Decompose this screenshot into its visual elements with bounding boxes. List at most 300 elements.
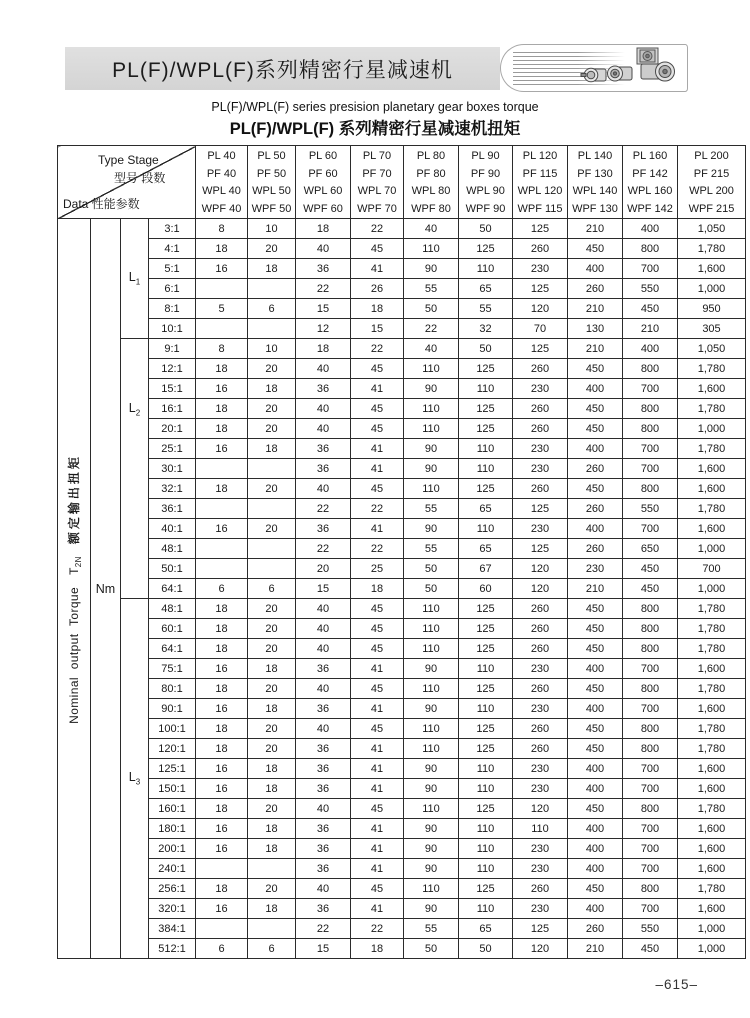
torque-value-cell: 450: [623, 579, 678, 599]
axis-label-symbol: $T_{2N}$: [66, 555, 84, 575]
model-name: PL 70: [362, 150, 392, 162]
torque-value-cell: 230: [513, 779, 568, 799]
table-row: [58, 939, 746, 959]
torque-value-cell: 110: [459, 659, 513, 679]
torque-value-cell: 120: [513, 799, 568, 819]
torque-value-cell: 110: [404, 479, 459, 499]
subtitle-english: PL(F)/WPL(F) series presision planetary gear boxes torque: [211, 100, 539, 114]
torque-value-cell: 1,780: [678, 679, 746, 699]
table-row: [58, 219, 746, 239]
torque-value-cell: 40: [296, 599, 351, 619]
torque-value-cell: 1,780: [678, 799, 746, 819]
model-name: PL 60: [308, 150, 338, 162]
torque-value-cell: 700: [623, 759, 678, 779]
torque-value-cell: 110: [513, 819, 568, 839]
torque-value-cell: 41: [351, 859, 404, 879]
torque-value-cell: 1,600: [678, 839, 746, 859]
torque-value-cell: 110: [404, 739, 459, 759]
torque-value-cell: [196, 919, 248, 939]
torque-value-cell: 20: [248, 519, 296, 539]
torque-value-cell: 90: [404, 459, 459, 479]
torque-value-cell: 22: [351, 539, 404, 559]
torque-value-cell: 800: [623, 599, 678, 619]
model-name: WPF 90: [465, 202, 506, 215]
torque-value-cell: 1,000: [678, 939, 746, 959]
torque-value-cell: 18: [248, 899, 296, 919]
table-row: [58, 319, 746, 339]
model-name: WPL 70: [357, 185, 397, 197]
torque-value-cell: 41: [351, 379, 404, 399]
torque-value-cell: 45: [351, 879, 404, 899]
torque-value-cell: 41: [351, 739, 404, 759]
torque-value-cell: 1,780: [678, 719, 746, 739]
title-bar-image-panel: [500, 44, 688, 92]
torque-value-cell: 20: [248, 479, 296, 499]
torque-value-cell: 55: [459, 299, 513, 319]
torque-value-cell: 18: [248, 699, 296, 719]
torque-value-cell: 15: [296, 299, 351, 319]
torque-value-cell: 6: [248, 299, 296, 319]
torque-value-cell: [196, 559, 248, 579]
torque-value-cell: 800: [623, 239, 678, 259]
model-name: PF 50: [256, 167, 287, 180]
torque-value-cell: 260: [568, 279, 623, 299]
torque-value-cell: 20: [248, 619, 296, 639]
torque-value-cell: 120: [513, 559, 568, 579]
torque-value-cell: 700: [623, 519, 678, 539]
torque-value-cell: 210: [568, 339, 623, 359]
torque-value-cell: 110: [404, 359, 459, 379]
torque-value-cell: 125: [459, 719, 513, 739]
torque-value-cell: 36: [296, 459, 351, 479]
torque-value-cell: 1,600: [678, 479, 746, 499]
torque-value-cell: 400: [568, 699, 623, 719]
torque-value-cell: 5: [196, 299, 248, 319]
model-name: WPF 215: [688, 202, 735, 215]
table-row: [58, 759, 746, 779]
table-row: [58, 519, 746, 539]
torque-value-cell: 110: [459, 379, 513, 399]
torque-value-cell: 700: [623, 859, 678, 879]
ratio-cell: 512:1: [149, 939, 196, 959]
ratio-cell: 16:1: [149, 399, 196, 419]
ratio-cell: 75:1: [149, 659, 196, 679]
table-row: [58, 439, 746, 459]
torque-value-cell: 110: [459, 819, 513, 839]
ratio-cell: 8:1: [149, 299, 196, 319]
table-row: [58, 879, 746, 899]
torque-value-cell: 16: [196, 699, 248, 719]
table-row: [58, 679, 746, 699]
torque-value-cell: 110: [404, 619, 459, 639]
title-bar: [65, 44, 688, 92]
torque-value-cell: 41: [351, 819, 404, 839]
torque-value-cell: 36: [296, 779, 351, 799]
torque-value-cell: 45: [351, 359, 404, 379]
torque-value-cell: 40: [296, 679, 351, 699]
torque-value-cell: 15: [351, 319, 404, 339]
torque-value-cell: 400: [623, 339, 678, 359]
torque-value-cell: 800: [623, 359, 678, 379]
torque-value-cell: 45: [351, 399, 404, 419]
torque-value-cell: [248, 539, 296, 559]
ratio-cell: 9:1: [149, 339, 196, 359]
torque-value-cell: 125: [459, 879, 513, 899]
torque-value-cell: 18: [296, 219, 351, 239]
torque-value-cell: 1,780: [678, 879, 746, 899]
torque-value-cell: 18: [196, 719, 248, 739]
torque-value-cell: 1,000: [678, 419, 746, 439]
torque-value-cell: 90: [404, 519, 459, 539]
torque-value-cell: 50: [404, 559, 459, 579]
torque-value-cell: 25: [351, 559, 404, 579]
torque-value-cell: 550: [623, 919, 678, 939]
torque-value-cell: 110: [459, 459, 513, 479]
torque-value-cell: 1,780: [678, 639, 746, 659]
torque-value-cell: 6: [248, 579, 296, 599]
ratio-cell: 12:1: [149, 359, 196, 379]
ratio-cell: 64:1: [149, 579, 196, 599]
torque-value-cell: 450: [568, 719, 623, 739]
model-name: PL 120: [522, 150, 558, 162]
torque-value-cell: 36: [296, 759, 351, 779]
table-row: [58, 699, 746, 719]
ratio-cell: 6:1: [149, 279, 196, 299]
torque-value-cell: 65: [459, 539, 513, 559]
model-name: PF 40: [206, 167, 237, 180]
torque-value-cell: 450: [568, 679, 623, 699]
torque-value-cell: 22: [351, 919, 404, 939]
torque-value-cell: 800: [623, 739, 678, 759]
axis-label-rotated: [65, 454, 83, 724]
torque-value-cell: 110: [459, 759, 513, 779]
torque-value-cell: 18: [248, 659, 296, 679]
torque-value-cell: 18: [196, 599, 248, 619]
torque-value-cell: 15: [296, 579, 351, 599]
torque-value-cell: 22: [351, 499, 404, 519]
torque-value-cell: 700: [623, 659, 678, 679]
torque-value-cell: 260: [513, 739, 568, 759]
torque-value-cell: 41: [351, 759, 404, 779]
table-row: [58, 359, 746, 379]
table-row: [58, 719, 746, 739]
torque-value-cell: 1,000: [678, 539, 746, 559]
torque-value-cell: 400: [568, 839, 623, 859]
torque-value-cell: 230: [513, 859, 568, 879]
table-row: [58, 839, 746, 859]
torque-value-cell: 18: [196, 879, 248, 899]
torque-value-cell: 450: [568, 799, 623, 819]
torque-value-cell: 125: [459, 679, 513, 699]
torque-value-cell: 700: [623, 699, 678, 719]
model-column-header: [568, 146, 623, 219]
type-stage-data-corner-cell: [58, 146, 196, 219]
table-row: [58, 899, 746, 919]
model-name: PF 215: [693, 167, 730, 180]
subtitle-chinese: PL(F)/WPL(F) 系列精密行星减速机扭矩: [229, 120, 521, 138]
torque-value-cell: 36: [296, 519, 351, 539]
torque-value-cell: 18: [196, 619, 248, 639]
torque-value-cell: 400: [568, 659, 623, 679]
torque-value-cell: 20: [296, 559, 351, 579]
table-row: [58, 379, 746, 399]
torque-value-cell: 700: [623, 379, 678, 399]
torque-value-cell: 45: [351, 239, 404, 259]
torque-value-cell: 18: [248, 779, 296, 799]
torque-value-cell: 18: [296, 339, 351, 359]
model-name: PF 142: [632, 167, 668, 180]
torque-value-cell: 18: [196, 639, 248, 659]
torque-value-cell: 45: [351, 599, 404, 619]
torque-value-cell: 260: [568, 459, 623, 479]
torque-value-cell: 800: [623, 719, 678, 739]
table-row: [58, 659, 746, 679]
ratio-cell: 90:1: [149, 699, 196, 719]
model-name: WPF 50: [251, 202, 292, 215]
torque-value-cell: 1,780: [678, 439, 746, 459]
model-name: WPF 70: [357, 202, 397, 215]
torque-value-cell: 450: [568, 739, 623, 759]
torque-value-cell: 110: [404, 599, 459, 619]
model-name: WPL 160: [627, 185, 673, 197]
torque-value-cell: 18: [196, 399, 248, 419]
torque-value-cell: 110: [459, 859, 513, 879]
torque-value-cell: 210: [568, 219, 623, 239]
torque-value-cell: 32: [459, 319, 513, 339]
torque-value-cell: 260: [513, 419, 568, 439]
page-title: PL(F)/WPL(F)系列精密行星减速机: [112, 58, 453, 82]
torque-value-cell: 45: [351, 479, 404, 499]
torque-value-cell: 41: [351, 699, 404, 719]
torque-value-cell: [196, 499, 248, 519]
table-row: [58, 479, 746, 499]
torque-value-cell: 40: [296, 719, 351, 739]
torque-value-cell: 110: [404, 719, 459, 739]
torque-value-cell: 40: [296, 479, 351, 499]
torque-value-cell: 125: [459, 799, 513, 819]
torque-value-cell: 230: [513, 439, 568, 459]
torque-value-cell: 18: [351, 939, 404, 959]
model-column-header: [404, 146, 459, 219]
table-row: [58, 259, 746, 279]
ratio-cell: 10:1: [149, 319, 196, 339]
torque-value-cell: 18: [196, 739, 248, 759]
torque-value-cell: 16: [196, 819, 248, 839]
ratio-cell: 120:1: [149, 739, 196, 759]
torque-value-cell: [248, 859, 296, 879]
torque-value-cell: 450: [568, 399, 623, 419]
model-column-header: [678, 146, 746, 219]
ratio-cell: 25:1: [149, 439, 196, 459]
torque-value-cell: 55: [404, 279, 459, 299]
model-name: WPL 50: [252, 185, 291, 197]
torque-value-cell: 12: [296, 319, 351, 339]
ratio-cell: 125:1: [149, 759, 196, 779]
torque-value-cell: 400: [568, 779, 623, 799]
torque-value-cell: 1,780: [678, 499, 746, 519]
torque-value-cell: 40: [296, 639, 351, 659]
torque-value-cell: 50: [459, 219, 513, 239]
table-row: [58, 799, 746, 819]
model-column-header: [513, 146, 568, 219]
torque-value-cell: 700: [623, 819, 678, 839]
torque-value-cell: 70: [513, 319, 568, 339]
torque-value-cell: 260: [513, 879, 568, 899]
ratio-cell: 160:1: [149, 799, 196, 819]
torque-value-cell: 16: [196, 659, 248, 679]
torque-value-cell: 400: [568, 859, 623, 879]
model-column-header: [196, 146, 248, 219]
torque-value-cell: 90: [404, 439, 459, 459]
torque-value-cell: 110: [459, 699, 513, 719]
torque-value-cell: 18: [196, 799, 248, 819]
torque-value-cell: 400: [568, 259, 623, 279]
torque-value-cell: 1,050: [678, 219, 746, 239]
table-row: [58, 339, 746, 359]
torque-value-cell: 400: [568, 379, 623, 399]
torque-value-cell: 40: [296, 419, 351, 439]
table-row: [58, 779, 746, 799]
axis-label-zh: 额定输出扭矩: [66, 453, 81, 544]
torque-value-cell: [248, 499, 296, 519]
torque-value-cell: 125: [513, 919, 568, 939]
torque-value-cell: 20: [248, 359, 296, 379]
torque-value-cell: 18: [351, 579, 404, 599]
torque-value-cell: 1,600: [678, 379, 746, 399]
table-row: [58, 919, 746, 939]
ratio-cell: 48:1: [149, 599, 196, 619]
torque-value-cell: 700: [623, 839, 678, 859]
model-name: PF 80: [416, 167, 446, 180]
model-column-header: [296, 146, 351, 219]
torque-value-cell: 110: [459, 259, 513, 279]
torque-value-cell: 22: [351, 219, 404, 239]
torque-value-cell: 90: [404, 859, 459, 879]
corner-type-stage-zh-label: 型号 段数: [114, 171, 166, 185]
torque-value-cell: 400: [623, 219, 678, 239]
model-name: PF 70: [362, 167, 392, 180]
torque-value-cell: 130: [568, 319, 623, 339]
torque-value-cell: 36: [296, 839, 351, 859]
torque-value-cell: [248, 559, 296, 579]
torque-value-cell: 700: [623, 259, 678, 279]
torque-value-cell: 16: [196, 439, 248, 459]
torque-value-cell: 230: [513, 839, 568, 859]
torque-value-cell: 16: [196, 839, 248, 859]
torque-value-cell: 800: [623, 639, 678, 659]
torque-value-cell: 110: [459, 439, 513, 459]
ratio-cell: 4:1: [149, 239, 196, 259]
torque-value-cell: 36: [296, 819, 351, 839]
model-name: PF 115: [522, 167, 558, 180]
torque-value-cell: 1,000: [678, 919, 746, 939]
torque-value-cell: 1,600: [678, 759, 746, 779]
torque-value-cell: 1,600: [678, 519, 746, 539]
torque-value-cell: 260: [513, 619, 568, 639]
torque-value-cell: 260: [513, 239, 568, 259]
torque-value-cell: 260: [513, 599, 568, 619]
torque-value-cell: 40: [404, 219, 459, 239]
torque-value-cell: 650: [623, 539, 678, 559]
torque-value-cell: 120: [513, 299, 568, 319]
torque-value-cell: 260: [513, 719, 568, 739]
torque-value-cell: 36: [296, 379, 351, 399]
torque-value-cell: 16: [196, 899, 248, 919]
torque-value-cell: 45: [351, 719, 404, 739]
torque-value-cell: 230: [513, 259, 568, 279]
torque-value-cell: 230: [513, 759, 568, 779]
torque-value-cell: 450: [623, 299, 678, 319]
stage-group-label: $L_2$: [121, 339, 149, 599]
torque-value-cell: 125: [513, 219, 568, 239]
torque-value-cell: 125: [459, 239, 513, 259]
model-name: WPF 115: [517, 202, 563, 215]
torque-value-cell: 230: [513, 519, 568, 539]
model-name: PL 80: [416, 150, 446, 162]
torque-value-cell: 45: [351, 799, 404, 819]
torque-value-cell: 20: [248, 879, 296, 899]
page-number: –615–: [655, 977, 698, 992]
table-row: [58, 739, 746, 759]
model-column-header: [623, 146, 678, 219]
torque-value-cell: 20: [248, 639, 296, 659]
torque-value-cell: 90: [404, 899, 459, 919]
torque-value-cell: 125: [459, 359, 513, 379]
torque-value-cell: 550: [623, 499, 678, 519]
torque-value-cell: 22: [296, 539, 351, 559]
torque-value-cell: 45: [351, 639, 404, 659]
torque-value-cell: 41: [351, 439, 404, 459]
model-name: WPL 90: [466, 185, 505, 197]
torque-value-cell: 90: [404, 379, 459, 399]
torque-value-cell: 20: [248, 599, 296, 619]
torque-value-cell: 41: [351, 839, 404, 859]
torque-value-cell: 110: [459, 839, 513, 859]
table-row: [58, 579, 746, 599]
title-bar-background: [65, 47, 500, 90]
torque-value-cell: 20: [248, 679, 296, 699]
torque-value-cell: 22: [296, 499, 351, 519]
torque-value-cell: 800: [623, 479, 678, 499]
stage-group-label: $L_1$: [121, 219, 149, 339]
ratio-cell: 150:1: [149, 779, 196, 799]
torque-value-cell: 400: [568, 819, 623, 839]
model-name: PF 60: [308, 167, 338, 180]
torque-value-cell: 67: [459, 559, 513, 579]
torque-value-cell: 65: [459, 919, 513, 939]
torque-value-cell: 800: [623, 419, 678, 439]
model-name: WPF 142: [627, 202, 673, 215]
table-row: [58, 299, 746, 319]
torque-value-cell: 450: [623, 559, 678, 579]
torque-value-cell: 700: [623, 439, 678, 459]
torque-value-cell: [196, 539, 248, 559]
torque-value-cell: 16: [196, 779, 248, 799]
torque-value-cell: 1,600: [678, 779, 746, 799]
torque-value-cell: 120: [513, 579, 568, 599]
ratio-cell: 50:1: [149, 559, 196, 579]
ratio-cell: 180:1: [149, 819, 196, 839]
torque-value-cell: 50: [404, 299, 459, 319]
torque-value-cell: 18: [248, 819, 296, 839]
torque-value-cell: 18: [196, 359, 248, 379]
torque-value-cell: 700: [623, 459, 678, 479]
torque-value-cell: 450: [568, 239, 623, 259]
torque-value-cell: 90: [404, 699, 459, 719]
torque-value-cell: 90: [404, 839, 459, 859]
ratio-cell: 80:1: [149, 679, 196, 699]
ratio-cell: 20:1: [149, 419, 196, 439]
